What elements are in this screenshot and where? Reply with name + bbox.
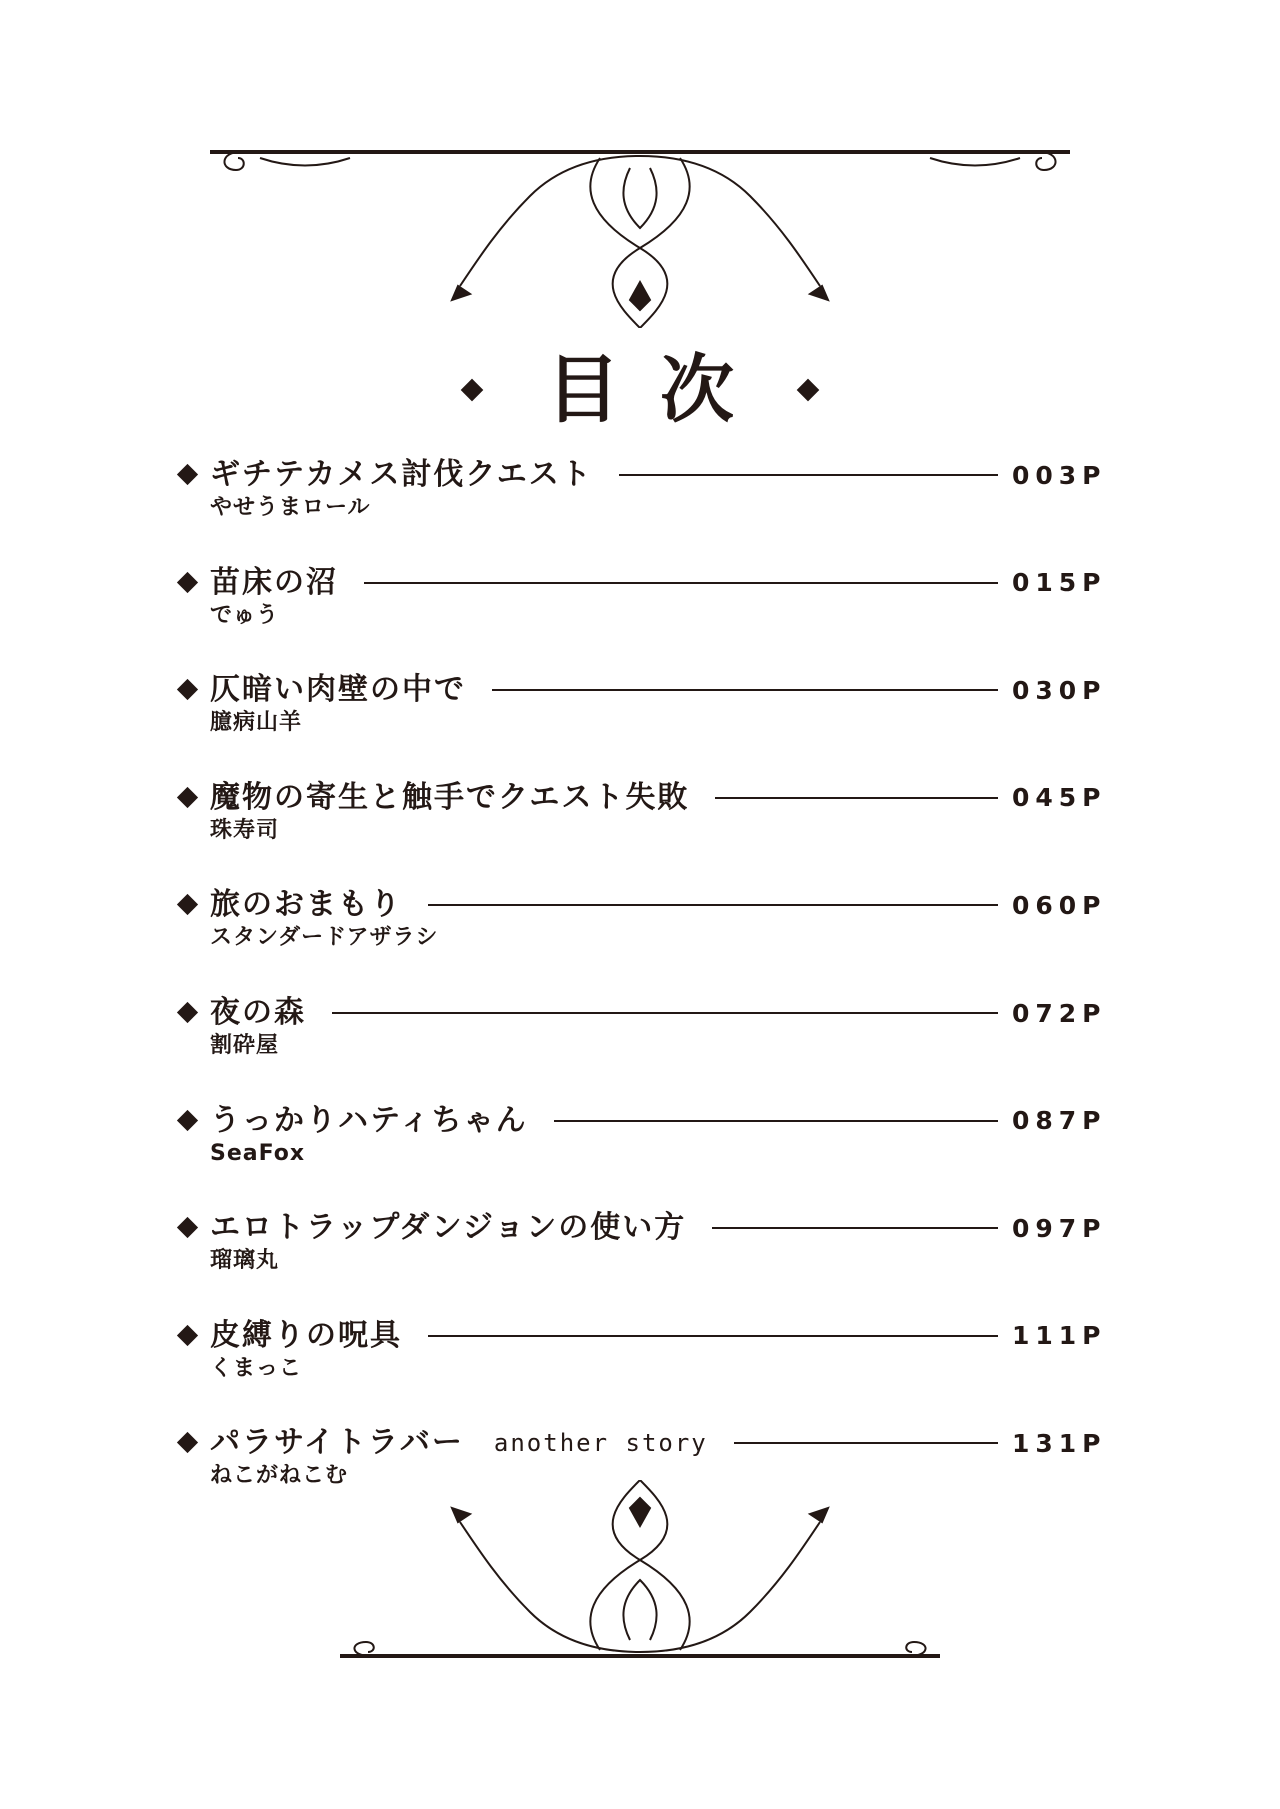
entry-page-number: 072P (1012, 998, 1107, 1028)
leader-line (715, 797, 998, 799)
entry-author: くまっこ (210, 1355, 303, 1381)
right-diamond-icon (797, 379, 820, 402)
leader-line (554, 1120, 998, 1122)
entry-author: ねこがねこむ (210, 1463, 349, 1489)
bullet-diamond-icon (177, 1109, 198, 1130)
entry-author: やせうまロール (210, 495, 371, 520)
entry-title-row (210, 885, 1112, 925)
bullet-diamond-icon (177, 679, 198, 700)
leader-line (734, 1442, 998, 1444)
entry-author: 珠寿司 (210, 817, 280, 843)
entry-title-row (210, 1101, 1112, 1141)
entry-subtitle: another story (493, 1429, 708, 1458)
leader-line (428, 1335, 998, 1337)
leader-line (364, 582, 998, 584)
toc-heading (0, 340, 1280, 440)
bullet-diamond-icon (177, 1432, 198, 1453)
entry-page-number: 015P (1012, 568, 1107, 598)
bullet-diamond-icon (177, 894, 198, 915)
entry-title-row (210, 778, 1112, 818)
entry-author: 瑠璃丸 (210, 1248, 280, 1274)
entry-title: エロトラップダンジョンの使い方 (210, 1210, 687, 1246)
toc-entry[interactable] (176, 778, 1112, 848)
bullet-diamond-icon (177, 571, 198, 592)
entry-page-number: 111P (1012, 1321, 1107, 1351)
entry-author: SeaFox (210, 1140, 306, 1166)
entry-title-row (210, 1208, 1112, 1248)
leader-line (428, 904, 998, 906)
leader-line (712, 1227, 998, 1229)
entry-author: 臆病山羊 (210, 710, 303, 736)
entry-title-row (210, 1316, 1112, 1356)
entry-author: でゅう (210, 602, 280, 628)
toc-entry[interactable] (176, 1101, 1112, 1171)
entry-title-row (210, 455, 1112, 495)
entry-title-row (210, 1423, 1112, 1463)
toc-entry[interactable] (176, 993, 1112, 1063)
entry-page-number: 131P (1012, 1428, 1107, 1458)
entry-page-number: 060P (1012, 890, 1107, 920)
leader-line (619, 474, 998, 476)
toc-entry[interactable] (176, 563, 1112, 633)
toc-entry[interactable] (176, 670, 1112, 740)
bullet-diamond-icon (177, 787, 198, 808)
entry-title: パラサイトラバー (210, 1425, 464, 1461)
toc-entry[interactable] (176, 1316, 1112, 1386)
entry-title: うっかりハティちゃん (210, 1102, 528, 1138)
entry-title: ギチテカメス討伐クエスト (210, 457, 593, 492)
entry-title: 旅のおまもり (210, 887, 402, 923)
toc-entry[interactable] (176, 885, 1112, 955)
leader-line (332, 1012, 998, 1014)
entry-author: スタンダードアザラシ (210, 925, 439, 951)
entry-title-row (210, 563, 1112, 603)
entry-title: 仄暗い肉壁の中で (210, 672, 466, 708)
left-diamond-icon (461, 379, 484, 402)
entry-title-row (210, 670, 1112, 710)
entry-page-number: 045P (1012, 783, 1107, 813)
entry-title: 魔物の寄生と触手でクエスト失敗 (210, 779, 690, 815)
toc-entry[interactable] (176, 1208, 1112, 1278)
bullet-diamond-icon (177, 1325, 198, 1346)
entry-author: 割砕屋 (210, 1033, 280, 1058)
leader-line (492, 689, 998, 691)
entry-title: 皮縛りの呪具 (210, 1317, 402, 1353)
entry-page-number: 003P (1012, 460, 1107, 490)
bottom-ornament (330, 1480, 950, 1680)
entry-page-number: 030P (1012, 675, 1107, 705)
entry-page-number: 097P (1012, 1213, 1107, 1243)
toc-title: 目次 (546, 347, 774, 433)
toc-entry[interactable] (176, 455, 1112, 525)
entry-page-number: 087P (1012, 1106, 1107, 1136)
bullet-diamond-icon (177, 1002, 198, 1023)
entry-title: 苗床の沼 (210, 564, 338, 600)
bullet-diamond-icon (177, 464, 198, 485)
top-ornament (200, 128, 1080, 328)
entry-title: 夜の森 (210, 995, 306, 1030)
bullet-diamond-icon (177, 1217, 198, 1238)
entry-title-row (210, 993, 1112, 1033)
